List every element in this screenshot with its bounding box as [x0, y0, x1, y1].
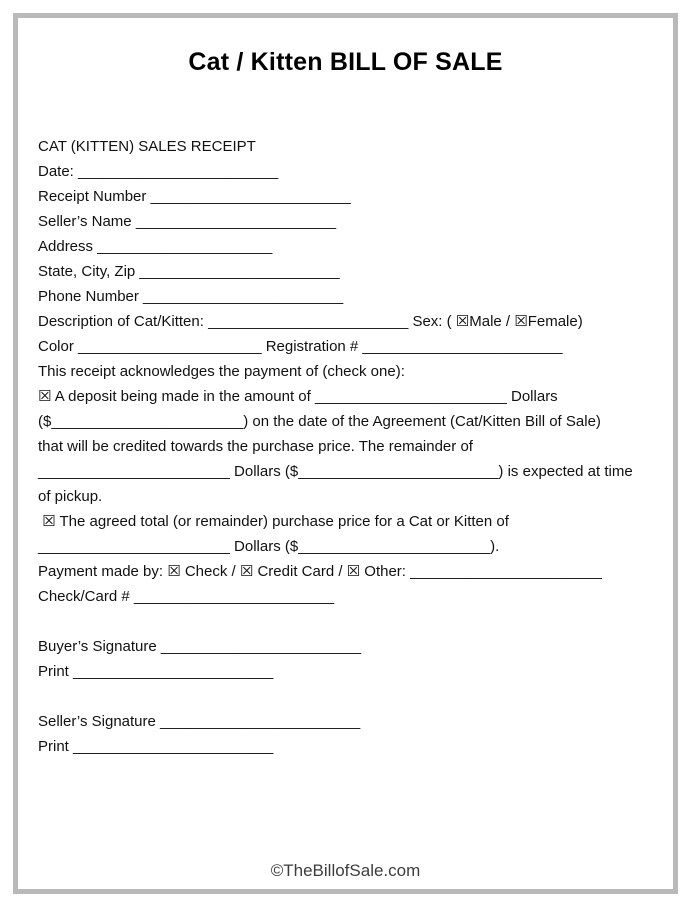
- payment-check-one-line: This receipt acknowledges the payment of (check one):: [38, 363, 405, 380]
- document-page: [13, 13, 678, 894]
- credited-note-line: that will be credited towards the purchase price. The remainder of: [38, 438, 473, 455]
- check-card-number-line: Check/Card # ________________________: [38, 588, 335, 605]
- receipt-form: [38, 134, 673, 759]
- color-registration-line: Color ______________________ Registration # ________________________: [38, 338, 563, 355]
- phone-number-line: Phone Number ________________________: [38, 288, 344, 305]
- buyer-signature-line: Buyer’s Signature ________________________: [38, 638, 362, 655]
- description-sex-line: Description of Cat/Kitten: ________________________ Sex: ( ☒Male / ☒Female): [38, 313, 583, 330]
- payment-method-line: Payment made by: ☒ Check / ☒ Credit Card / ☒ Other: _______________________: [38, 563, 603, 580]
- address-line: Address _____________________: [38, 238, 273, 255]
- spacer-line: [38, 684, 673, 709]
- total-price-amount-line: _______________________ Dollars ($_______________________).: [38, 538, 500, 555]
- pickup-line: of pickup.: [38, 488, 103, 505]
- document-title: Cat / Kitten BILL OF SALE: [188, 48, 503, 76]
- deposit-option-line: ☒ A deposit being made in the amount of _______________________ Dollars: [38, 388, 558, 405]
- date-line: Date: ________________________: [38, 163, 279, 180]
- deposit-amount-line: ($_______________________) on the date of the Agreement (Cat/Kitten Bill of Sale): [38, 413, 601, 430]
- buyer-print-line: Print ________________________: [38, 663, 274, 680]
- state-city-zip-line: State, City, Zip ________________________: [38, 263, 340, 280]
- receipt-number-line: Receipt Number ________________________: [38, 188, 351, 205]
- total-price-option-line: ☒ The agreed total (or remainder) purchase price for a Cat or Kitten of: [38, 513, 509, 530]
- seller-print-line: Print ________________________: [38, 738, 274, 755]
- spacer-line: [38, 609, 673, 634]
- seller-name-line: Seller’s Name ________________________: [38, 213, 337, 230]
- seller-signature-line: Seller’s Signature ________________________: [38, 713, 361, 730]
- remainder-amount-line: _______________________ Dollars ($________________________) is expected at time: [38, 463, 633, 480]
- footer-credit: ©TheBillofSale.com: [270, 861, 421, 880]
- section-heading: CAT (KITTEN) SALES RECEIPT: [38, 138, 256, 155]
